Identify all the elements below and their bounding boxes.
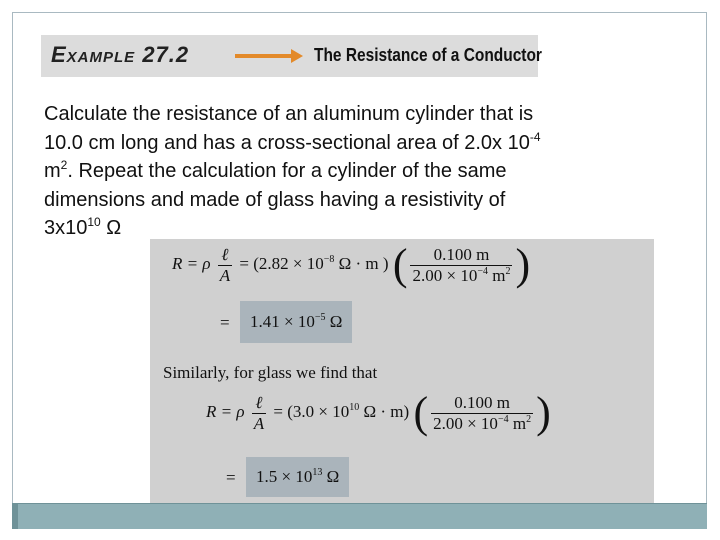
problem-line-3-exp: 2: [60, 158, 68, 172]
arrow-icon: [235, 54, 293, 58]
result1-unit: Ω: [325, 312, 343, 331]
problem-line-3: [44, 157, 664, 186]
example-header: [41, 35, 542, 77]
eq2-frac-den: A: [253, 413, 265, 433]
result2-equals: =: [226, 468, 236, 487]
result1-value: 1.41 × 10: [250, 312, 315, 331]
eq1-rho: = (2.82 × 10: [239, 253, 324, 273]
result2-exp: 13: [312, 467, 323, 478]
result1-equals: =: [220, 313, 230, 332]
result1-exp: −5: [314, 312, 326, 323]
example-label: [51, 42, 189, 68]
eq2-rho-unit: Ω · m): [359, 401, 410, 421]
problem-line-2-text: 10.0 cm long and has a cross-sectional area of 2.0x 10: [44, 131, 530, 154]
eq2-fraction-l-over-a: [252, 393, 266, 434]
eq2-area-unit-exp: 2: [526, 413, 532, 425]
eq2-frac-num: ℓ: [252, 393, 266, 414]
example-title: The Resistance of a Conductor: [314, 45, 542, 65]
eq1-area-exp: −4: [477, 265, 488, 277]
eq2-area-unit: m: [508, 413, 527, 433]
eq1-fraction-length-area: [410, 245, 512, 286]
eq1-length: 0.100 m: [410, 245, 512, 266]
problem-line-2: [44, 129, 664, 158]
bottom-bar: [12, 503, 707, 529]
eq2-length: 0.100 m: [431, 393, 533, 414]
eq1-area: [410, 266, 512, 286]
result2-value: 1.5 × 10: [256, 467, 313, 486]
problem-line-3-text: . Repeat the calculation for a cylinder of the same: [67, 160, 507, 182]
problem-line-4: dimensions and made of glass having a resistivity of: [44, 188, 506, 211]
result2-unit: Ω: [322, 467, 340, 486]
eq2-fraction-length-area: [431, 393, 533, 434]
eq2-area: [431, 414, 533, 434]
problem-statement: [44, 100, 664, 243]
problem-line-5-exp: 10: [87, 215, 101, 229]
eq2-area-exp: −4: [497, 413, 509, 425]
eq1-fraction-l-over-a: [218, 245, 232, 286]
eq2-lhs: R = ρ: [206, 401, 245, 421]
similarly-text: Similarly, for glass we find that: [163, 363, 378, 382]
problem-line-2-exp: -4: [529, 129, 541, 144]
eq1-close-paren: ): [515, 240, 531, 289]
example-number: 27.2: [142, 42, 190, 67]
problem-line-3-unit: m: [44, 160, 61, 182]
bottom-bar-notch: [12, 504, 18, 529]
equation-glass: [206, 388, 551, 437]
problem-line-5-unit: Ω: [100, 217, 122, 239]
eq1-area-value: 2.00 × 10: [412, 265, 478, 285]
eq1-frac-den: A: [219, 265, 231, 285]
eq1-area-unit-exp: 2: [505, 265, 511, 277]
eq1-lhs: R = ρ: [172, 253, 211, 273]
eq2-rho: = (3.0 × 10: [273, 401, 350, 421]
eq1-open-paren: (: [392, 240, 408, 289]
eq1-rho-unit: Ω · m ): [334, 253, 389, 273]
eq1-rho-exp: −8: [323, 253, 335, 265]
solution-panel: [150, 239, 654, 505]
result-aluminum-box: [240, 301, 352, 343]
eq2-rho-exp: 10: [349, 401, 360, 413]
equation-aluminum: [172, 240, 531, 289]
eq1-area-unit: m: [487, 265, 506, 285]
eq2-area-value: 2.00 × 10: [433, 413, 498, 433]
problem-line-1: Calculate the resistance of an aluminum cylinder that is: [44, 103, 534, 125]
eq2-open-paren: (: [413, 388, 429, 437]
eq2-close-paren: ): [536, 388, 551, 437]
example-word: Example: [51, 42, 136, 67]
eq1-frac-num: ℓ: [218, 245, 232, 266]
result-glass-box: [246, 457, 349, 497]
problem-line-5-text: 3x10: [44, 217, 88, 239]
